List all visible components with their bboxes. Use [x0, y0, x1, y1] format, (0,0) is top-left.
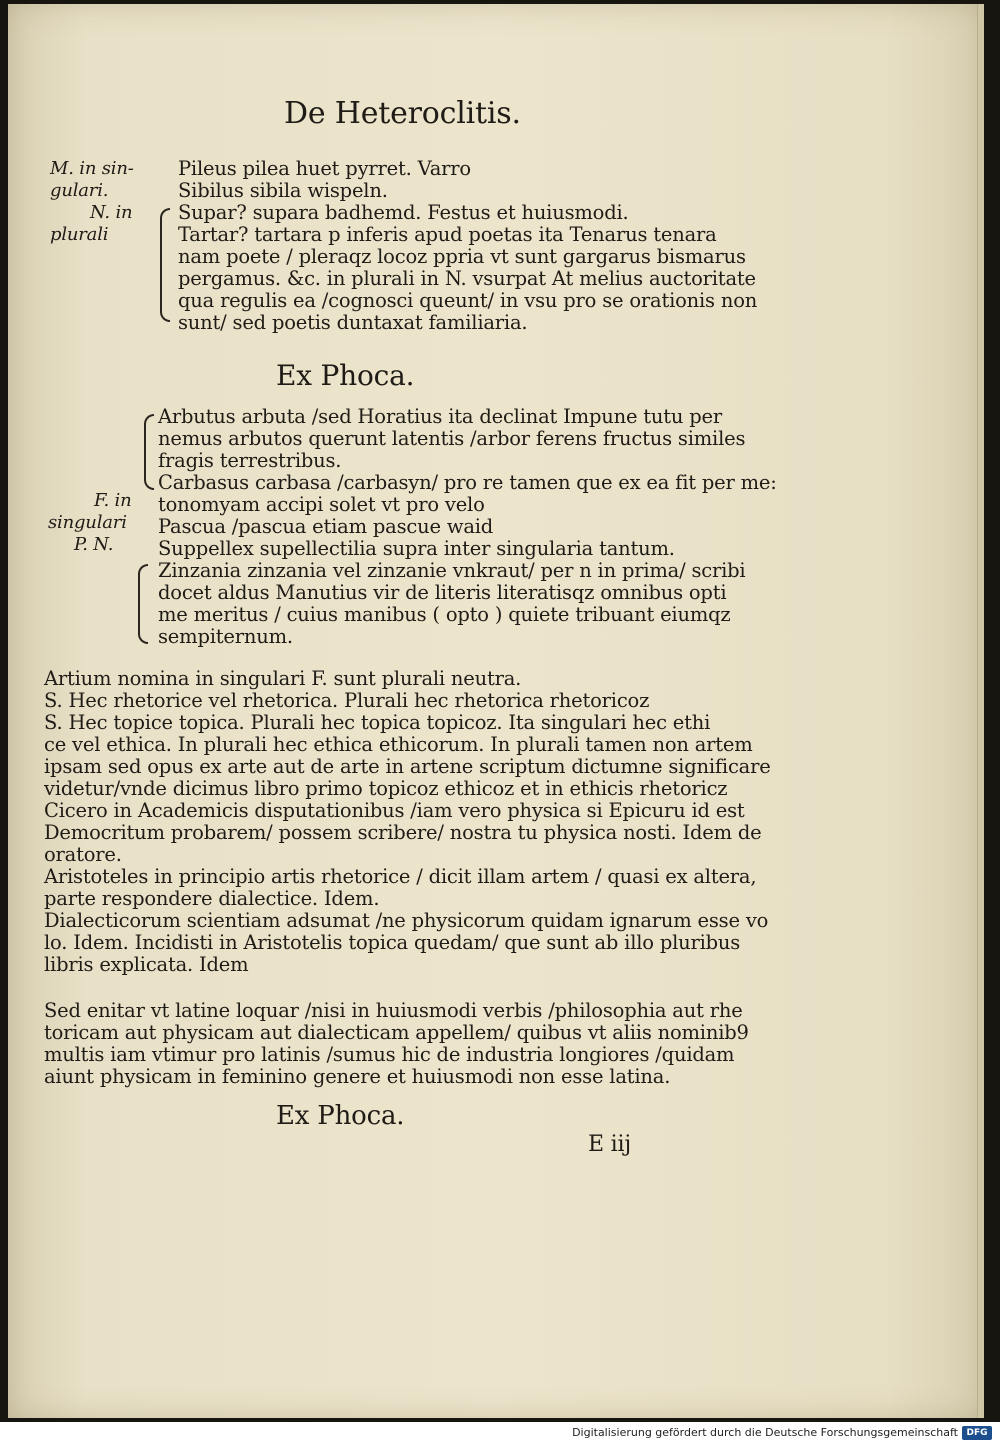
- text-line: lo. Idem. Incidisti in Aristotelis topica quedam/ que sunt ab illo pluribus: [44, 931, 741, 954]
- text-line: ipsam sed opus ex arte aut de arte in artene scriptum dictumne significare: [44, 755, 771, 778]
- running-head: De Heteroclitis.: [284, 96, 521, 131]
- text-line: videtur/vnde dicimus libro primo topicoz ethicoz et in ethicis rhetoricz: [44, 777, 728, 800]
- signature-mark: E iij: [588, 1132, 631, 1157]
- margin-note: M. in sin-: [50, 158, 134, 179]
- catchword: Ex Phoca.: [276, 1101, 405, 1131]
- text-line: parte respondere dialectice. Idem.: [44, 887, 380, 910]
- text-line: Tartar? tartara p inferis apud poetas ita Tenarus tenara: [178, 223, 717, 246]
- text-line: Aristoteles in principio artis rhetorice / dicit illam artem / quasi ex altera,: [44, 865, 757, 888]
- text-line: toricam aut physicam aut dialecticam appellem/ quibus vt aliis nominib9: [44, 1021, 749, 1044]
- margin-note: singulari: [48, 512, 127, 533]
- section-heading: Ex Phoca.: [276, 359, 415, 392]
- text-line: Sed enitar vt latine loquar /nisi in huiusmodi verbis /philosophia aut rhe: [44, 999, 743, 1022]
- text-line: Suppellex supellectilia supra inter singularia tantum.: [158, 537, 675, 560]
- text-line: Pascua /pascua etiam pascue waid: [158, 515, 494, 538]
- bracket: [160, 208, 170, 322]
- dfg-logo: DFG: [962, 1426, 992, 1440]
- text-line: Zinzania zinzania vel zinzanie vnkraut/ per n in prima/ scribi: [158, 559, 746, 582]
- margin-note: plurali: [50, 224, 109, 245]
- text-line: fragis terrestribus.: [158, 449, 342, 472]
- page-edge: [977, 4, 984, 1418]
- margin-note: F. in: [94, 490, 132, 511]
- bracket: [138, 564, 148, 644]
- text-line: nemus arbutos querunt latentis /arbor ferens fructus similes: [158, 427, 746, 450]
- text-line: Dialecticorum scientiam adsumat /ne physicorum quidam ignarum esse vo: [44, 909, 769, 932]
- text-line: oratore.: [44, 843, 122, 866]
- text-line: Democritum probarem/ possem scribere/ nostra tu physica nosti. Idem de: [44, 821, 762, 844]
- text-line: libris explicata. Idem: [44, 953, 249, 976]
- margin-note: gulari.: [50, 180, 109, 201]
- margin-note: P. N.: [74, 534, 114, 555]
- text-line: pergamus. &c. in plurali in N. vsurpat At melius auctoritate: [178, 267, 756, 290]
- text-line: multis iam vtimur pro latinis /sumus hic de industria longiores /quidam: [44, 1043, 735, 1066]
- text-line: S. Hec rhetorice vel rhetorica. Plurali hec rhetorica rhetoricoz: [44, 689, 650, 712]
- text-line: Supar? supara badhemd. Festus et huiusmodi.: [178, 201, 629, 224]
- text-line: docet aldus Manutius vir de literis literatisqz omnibus opti: [158, 581, 727, 604]
- text-line: tonomyam accipi solet vt pro velo: [158, 493, 485, 516]
- text-line: S. Hec topice topica. Plurali hec topica topicoz. Ita singulari hec ethi: [44, 711, 711, 734]
- bracket: [144, 414, 154, 490]
- text-line: nam poete / pleraqz locoz ppria vt sunt gargarus bismarus: [178, 245, 746, 268]
- text-line: me meritus / cuius manibus ( opto ) quiete tribuant eiumqz: [158, 603, 731, 626]
- text-line: Cicero in Academicis disputationibus /iam vero physica si Epicuru id est: [44, 799, 745, 822]
- text-line: Sibilus sibila wispeln.: [178, 179, 388, 202]
- text-line: Pileus pilea huet pyrret. Varro: [178, 157, 471, 180]
- text-line: Artium nomina in singulari F. sunt plurali neutra.: [44, 667, 522, 690]
- margin-note: N. in: [90, 202, 133, 223]
- book-page: [8, 4, 984, 1418]
- text-line: Arbutus arbuta /sed Horatius ita declinat Impune tutu per: [158, 405, 723, 428]
- text-line: aiunt physicam in feminino genere et huiusmodi non esse latina.: [44, 1065, 671, 1088]
- footer-bar: [0, 1422, 1000, 1446]
- text-line: Carbasus carbasa /carbasyn/ pro re tamen que ex ea fit per me:: [158, 471, 777, 494]
- text-line: sunt/ sed poetis duntaxat familiaria.: [178, 311, 528, 334]
- funding-credit: Digitalisierung gefördert durch die Deutsche Forschungsgemeinschaft: [572, 1426, 958, 1439]
- text-line: qua regulis ea /cognosci queunt/ in vsu pro se orationis non: [178, 289, 758, 312]
- text-line: sempiternum.: [158, 625, 293, 648]
- text-line: ce vel ethica. In plurali hec ethica ethicorum. In plurali tamen non artem: [44, 733, 753, 756]
